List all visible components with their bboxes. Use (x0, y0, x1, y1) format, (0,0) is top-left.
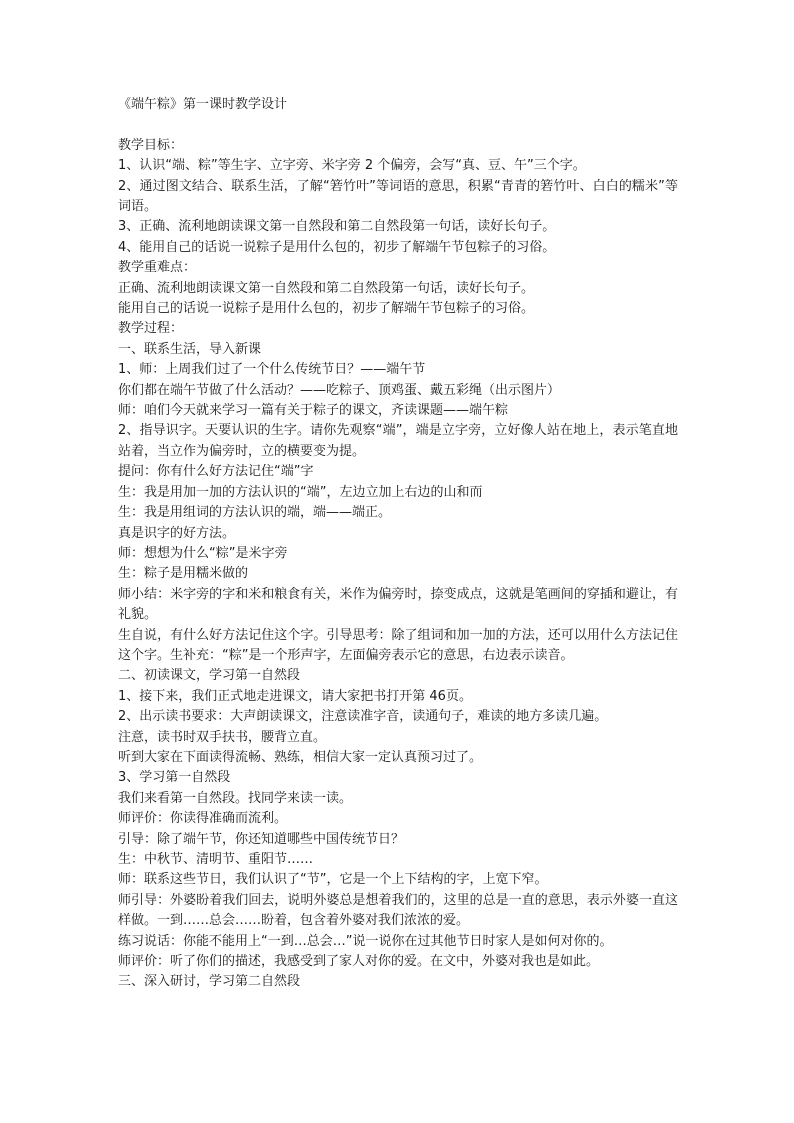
part-heading: 二、初读课文，学习第一自然段 (118, 668, 301, 684)
paragraph: 3、学习第一自然段 (118, 770, 231, 786)
key-point-item: 正确、流利地朗读课文第一自然段和第二自然段第一句话，读好长句子。 (118, 280, 535, 296)
paragraph: 你们都在端午节做了什么活动？——吃粽子、顶鸡蛋、戴五彩绳（出示图片） (118, 382, 561, 398)
paragraph: 真是识字的好方法。 (118, 525, 236, 541)
paragraph: 师评价：听了你们的描述，我感受到了家人对你的爱。在文中，外婆对我也是如此。 (118, 954, 600, 970)
paragraph: 生：粽子是用糯米做的 (118, 566, 249, 582)
document-title: 《端午粽》第一课时教学设计 (118, 97, 288, 112)
paragraph: 生：中秋节、清明节、重阳节…… (118, 852, 314, 867)
paragraph: 生：我是用组词的方法认识的端，端——端正。 (118, 505, 392, 521)
paragraph: 师引导：外婆盼着我们回去，说明外婆总是想着我们的，这里的总是一直的意思，表示外婆一直这样做。一到……总会……盼着，包含着外婆对我们浓浓的爱。 (118, 892, 678, 929)
paragraph: 2、指导识字。天要认识的生字。请你先观察“端”，端是立字旁，立好像人站在地上，表示笔直地站着，当立作为偏旁时，立的横要变为提。 (118, 423, 678, 459)
paragraph: 听到大家在下面读得流畅、熟练，相信大家一定认真预习过了。 (118, 749, 483, 765)
paragraph: 1、师：上周我们过了一个什么传统节日？——端午节 (118, 362, 426, 378)
blank-line (118, 115, 678, 135)
paragraph: 师小结：米字旁的字和米和粮食有关，米作为偏旁时，捺变成点，这就是笔画间的穿插和避让，有礼貌。 (118, 586, 678, 623)
section-heading-process: 教学过程： (118, 321, 184, 337)
objective-item: 3、正确、流利地朗读课文第一自然段和第二自然段第一句话，读好长句子。 (118, 219, 556, 235)
objective-item: 1、认识“端、粽”等生字、立字旁、米字旁 2 个偏旁，会写“真、豆、午”三个字。 (118, 158, 586, 174)
section-heading-objectives: 教学目标： (118, 137, 184, 153)
section-heading-key-points: 教学重难点： (118, 260, 197, 276)
paragraph: 我们来看第一自然段。找同学来读一读。 (118, 790, 353, 806)
part-heading: 三、深入研讨，学习第二自然段 (118, 974, 301, 990)
paragraph: 生：我是用加一加的方法认识的“端”，左边立加上右边的山和而 (118, 484, 483, 500)
part-heading: 一、联系生活，导入新课 (118, 341, 262, 357)
objective-item: 2、通过图文结合、联系生活，了解“箬竹叶”等词语的意思，积累“青青的箬竹叶、白白的糯米”等词语。 (118, 178, 678, 214)
key-point-item: 能用自己的话说一说粽子是用什么包的，初步了解端午节包粽子的习俗。 (118, 301, 535, 317)
objective-item: 4、能用自己的话说一说粽子是用什么包的，初步了解端午节包粽子的习俗。 (118, 239, 556, 255)
paragraph: 师：联系这些节日，我们认识了“节”，它是一个上下结构的字，上宽下窄。 (118, 872, 548, 888)
paragraph: 师评价：你读得准确而流利。 (118, 811, 288, 827)
paragraph: 注意，读书时双手扶书，腰背立直。 (118, 729, 327, 745)
paragraph: 2、出示读书要求：大声朗读课文，注意读准字音，读通句子，难读的地方多读几遍。 (118, 709, 608, 725)
paragraph: 提问：你有什么好方法记住“端”字 (118, 464, 314, 480)
document-body (118, 95, 678, 993)
paragraph: 引导：除了端午节，你还知道哪些中国传统节日？ (118, 831, 405, 847)
paragraph: 生自说，有什么好方法记住这个字。引导思考：除了组词和加一加的方法，还可以用什么方法记住这个字。生补充：“粽”是一个形声字，左面偏旁表示它的意思，右边表示读音。 (118, 627, 678, 663)
paragraph: 1、接下来，我们正式地走进课文，请大家把书打开第 46页。 (118, 688, 472, 704)
paragraph: 师：咱们今天就来学习一篇有关于粽子的课文，齐读课题——端午粽 (118, 403, 509, 419)
paragraph: 练习说话：你能不能用上“一到…总会…”说一说你在过其他节日时家人是如何对你的。 (118, 933, 613, 949)
paragraph: 师：想想为什么“粽”是米字旁 (118, 545, 288, 561)
